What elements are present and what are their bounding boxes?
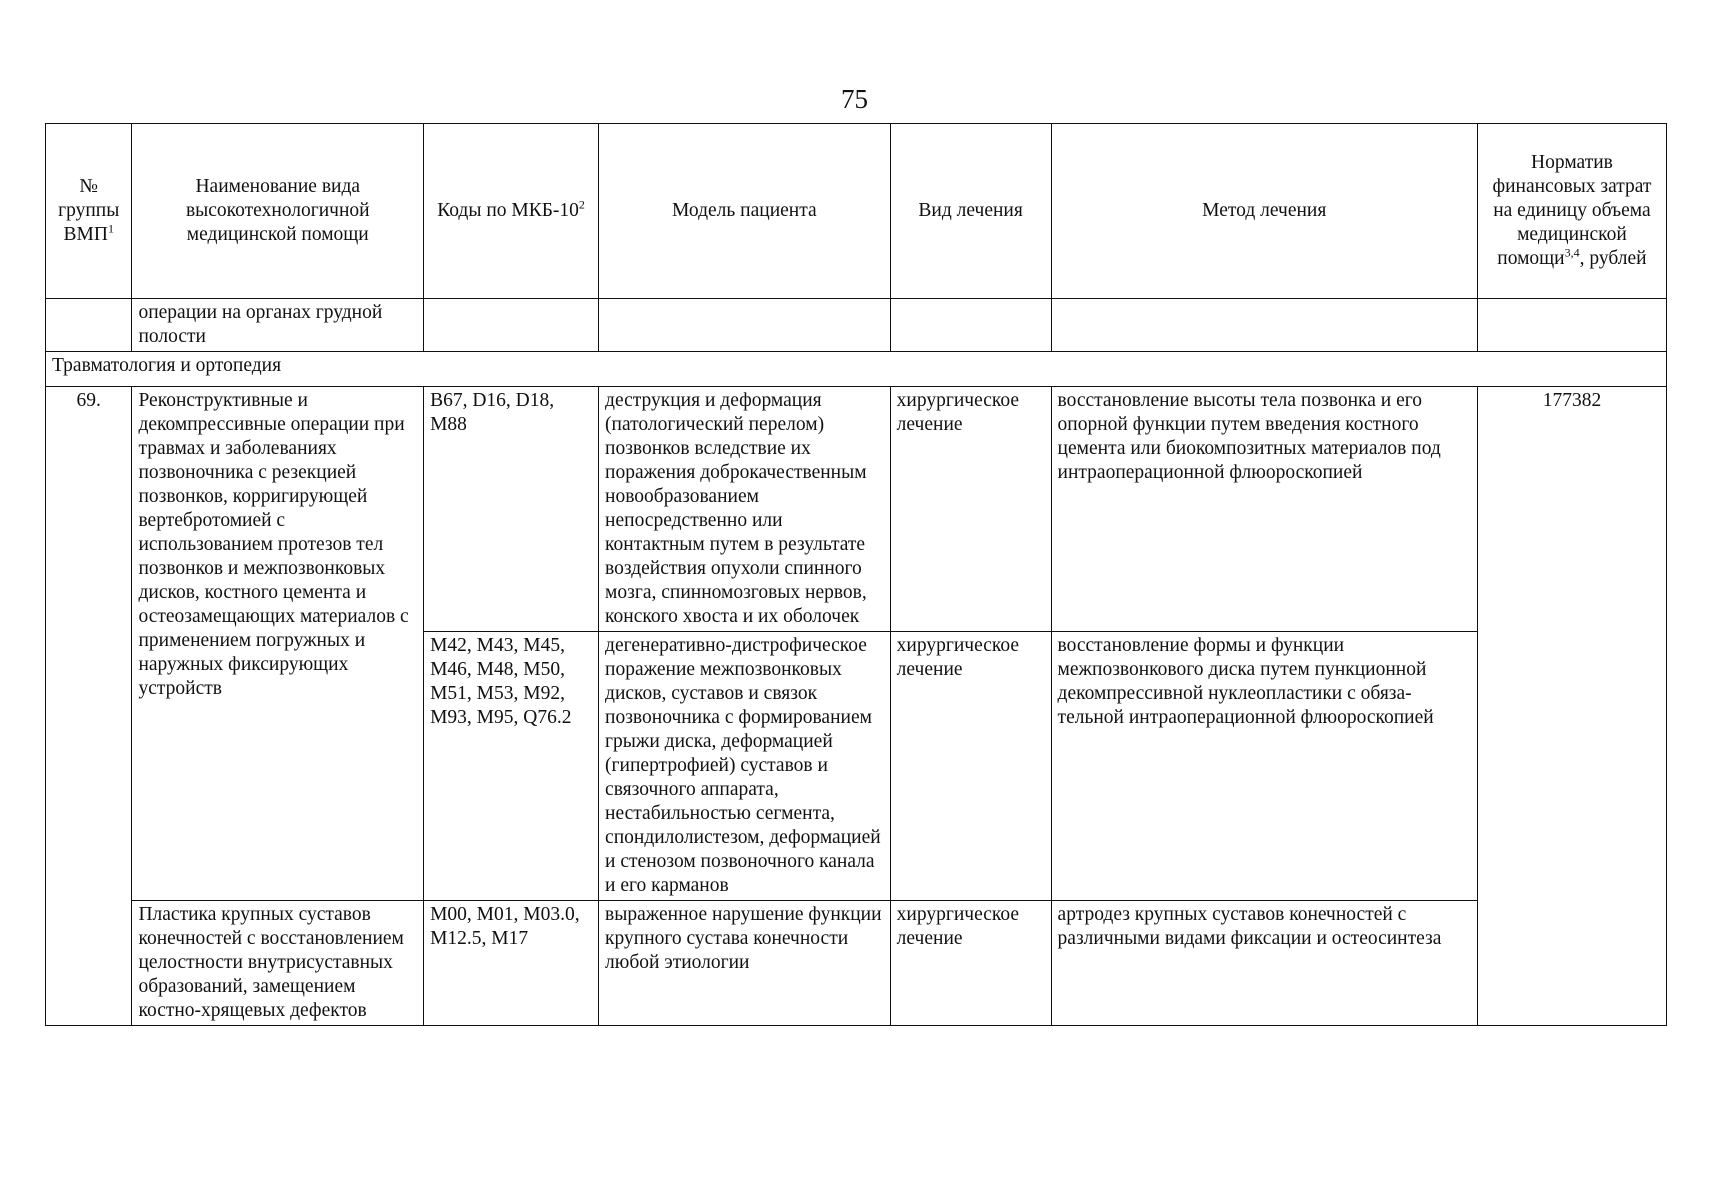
icd-codes: M00, M01, M03.0, M12.5, M17 bbox=[424, 901, 599, 1026]
page-number: 75 bbox=[841, 84, 868, 114]
patient-model: дегенеративно-дистрофическое поражение межпозвонковых дисков, суставов и связок позвоночника с формированием грыжи диска, деформацией (гипертрофией) суставов и связочного аппарата, нестабильностью сегмента, спондилолистезом, деформацией и стенозом позвоночного канала и его карманов bbox=[599, 632, 891, 901]
group-number: 69. bbox=[46, 387, 132, 1026]
header-patient-model: Модель пациента bbox=[599, 124, 891, 299]
icd-codes: M42, M43, M45, M46, M48, M50, M51, M53, M92, M93, M95, Q76.2 bbox=[424, 632, 599, 901]
patient-model: выраженное нарушение функции крупного сустава конечности любой этиологии bbox=[599, 901, 891, 1026]
treatment-method: артродез крупных суставов конечностей с различными видами фиксации и остеосинтеза bbox=[1051, 901, 1477, 1026]
treatment-type: хирургическое лечение bbox=[890, 632, 1051, 901]
header-cost-standard: Норматив финансовых затрат на единицу объема медицинской помощи$^{3,4}$, рублей bbox=[1477, 124, 1666, 299]
patient-model: деструкция и деформация (патологический перелом) позвонков вследствие их поражения доброкачественным новообразованием непосредственно или контактным путем в результате воздействия опухоли спинного мозга, спинномозговых нервов, конского хвоста и их оболочек bbox=[599, 387, 891, 632]
cost-value: 177382 bbox=[1477, 387, 1666, 1026]
vmp-table bbox=[45, 123, 1667, 1026]
continuation-name: операции на органах грудной полости bbox=[132, 299, 424, 352]
section-title: Травматология и ортопедия bbox=[46, 352, 1667, 387]
icd-codes: B67, D16, D18, M88 bbox=[424, 387, 599, 632]
table-row bbox=[46, 901, 1667, 1026]
table-header-row bbox=[46, 124, 1667, 299]
table-row bbox=[46, 299, 1667, 352]
header-icd-codes: Коды по МКБ-$10^2$ bbox=[424, 124, 599, 299]
header-group-number: № группы ВМП$^1$ bbox=[46, 124, 132, 299]
header-treatment-type: Вид лечения bbox=[890, 124, 1051, 299]
header-treatment-method: Метод лечения bbox=[1051, 124, 1477, 299]
header-vmp-name: Наименование вида высокотехнологичной медицинской помощи bbox=[132, 124, 424, 299]
treatment-type: хирургическое лечение bbox=[890, 387, 1051, 632]
treatment-type: хирургическое лечение bbox=[890, 901, 1051, 1026]
table-row bbox=[46, 387, 1667, 632]
group-name: Реконструктивные и декомпрессивные операции при травмах и заболеваниях позвоночника с резекцией позвонков, корригирующей вертебротомией с использованием протезов тел позвонков и межпозвонковых дисков, костного цемента и остеозамещающих материалов с применением погружных и наружных фиксирующих устройств bbox=[132, 387, 424, 901]
treatment-method: восстановление высоты тела позвонка и его опорной функции путем введения костного цемента или биокомпозитных материалов под интраоперационной флюороскопией bbox=[1051, 387, 1477, 632]
treatment-method: восстановление формы и функции межпозвонкового диска путем пункционной декомпрессивной нуклеопластики с обяза-тельной интраоперационной флюороскопией bbox=[1051, 632, 1477, 901]
section-row bbox=[46, 352, 1667, 387]
sub-item-name: Пластика крупных суставов конечностей с восстановлением целостности внутрисуставных образований, замещением костно-хрящевых дефектов bbox=[132, 901, 424, 1026]
